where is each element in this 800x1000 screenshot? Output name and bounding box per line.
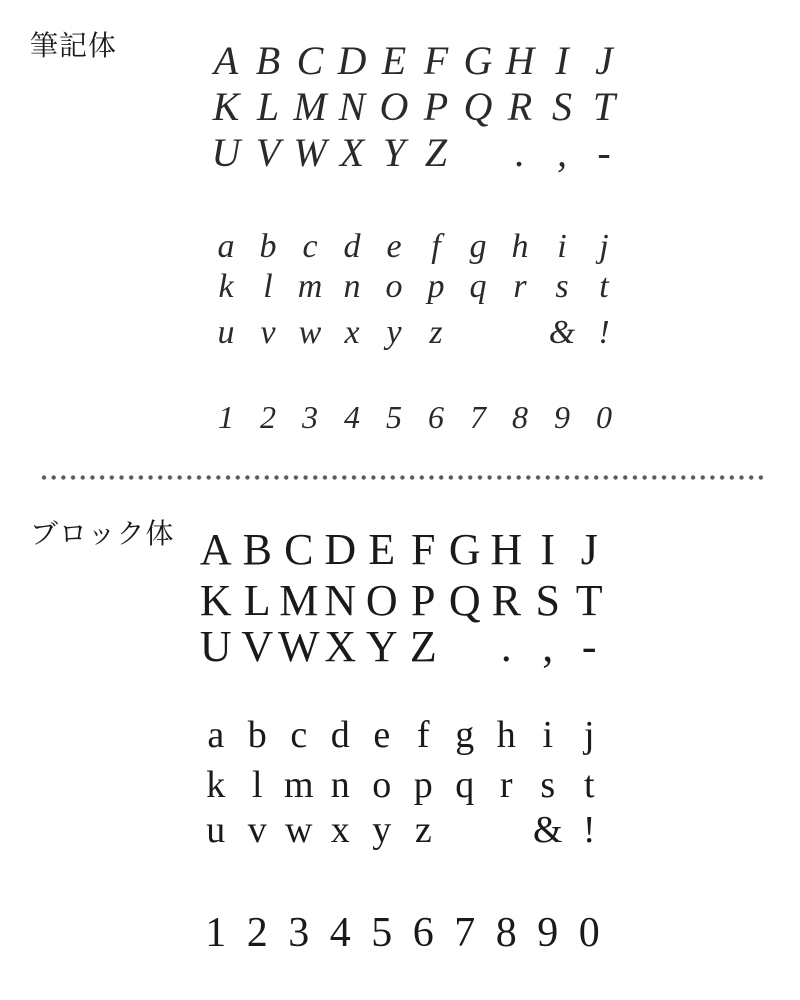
glyph: E <box>381 38 407 83</box>
glyph: M <box>293 84 327 129</box>
glyph: l <box>251 764 263 806</box>
block-lowercase-row-2 <box>195 762 610 808</box>
glyph: t <box>599 268 609 305</box>
glyph: i <box>557 228 567 265</box>
script-lowercase-row-3 <box>205 312 625 354</box>
glyph: v <box>247 809 267 851</box>
glyph: G <box>448 525 481 574</box>
glyph: & <box>532 809 563 851</box>
glyph: d <box>343 228 361 265</box>
glyph: C <box>284 525 314 574</box>
block-style-label: ブロック体 <box>30 518 175 549</box>
glyph <box>486 808 528 852</box>
glyph: 1 <box>205 910 227 956</box>
glyph: 6 <box>412 910 434 956</box>
glyph: Y <box>382 130 406 175</box>
glyph: 1 <box>218 398 234 435</box>
glyph: c <box>302 228 318 265</box>
script-lowercase-row-2 <box>205 266 625 308</box>
script-uppercase-row-3 <box>205 129 625 175</box>
glyph: s <box>540 764 556 806</box>
block-lowercase-row-3 <box>195 807 610 853</box>
glyph: Z <box>424 130 448 175</box>
glyph: k <box>206 764 226 806</box>
glyph: - <box>597 130 611 175</box>
glyph: j <box>599 228 609 265</box>
glyph: h <box>496 714 516 756</box>
glyph: c <box>290 714 308 756</box>
script-uppercase-row-1 <box>205 37 625 83</box>
glyph: D <box>324 525 357 574</box>
glyph: 3 <box>302 398 318 435</box>
glyph: v <box>260 314 276 351</box>
glyph: S <box>552 84 572 129</box>
glyph: h <box>511 228 529 265</box>
glyph: V <box>255 130 281 175</box>
glyph: r <box>499 764 513 806</box>
glyph: 8 <box>512 398 528 435</box>
glyph: U <box>211 130 241 175</box>
glyph: L <box>256 84 280 129</box>
glyph: o <box>385 268 403 305</box>
glyph: Q <box>448 576 481 625</box>
glyph: n <box>343 268 361 305</box>
glyph: O <box>365 576 398 625</box>
glyph: X <box>339 130 365 175</box>
glyph: T <box>575 576 603 625</box>
glyph: R <box>491 576 521 625</box>
glyph: . <box>515 130 525 175</box>
glyph: N <box>338 84 366 129</box>
glyph: Y <box>365 622 398 671</box>
glyph: m <box>297 268 323 305</box>
glyph: A <box>213 38 239 83</box>
glyph: u <box>217 314 235 351</box>
glyph: 5 <box>386 398 402 435</box>
glyph: 8 <box>495 910 517 956</box>
glyph: s <box>555 268 569 305</box>
glyph: G <box>463 38 493 83</box>
glyph <box>444 621 486 672</box>
glyph: 0 <box>578 910 600 956</box>
glyph: 5 <box>371 910 393 956</box>
glyph: 0 <box>596 398 612 435</box>
glyph: 4 <box>344 398 360 435</box>
glyph: K <box>199 576 232 625</box>
glyph: H <box>505 38 535 83</box>
glyph: X <box>324 622 357 671</box>
glyph <box>457 129 499 176</box>
glyph <box>457 314 499 352</box>
glyph: R <box>507 84 533 129</box>
glyph: a <box>207 714 225 756</box>
glyph <box>499 314 541 352</box>
glyph: 6 <box>428 398 444 435</box>
glyph: S <box>535 576 560 625</box>
glyph: u <box>206 809 226 851</box>
glyph: P <box>411 576 436 625</box>
glyph: O <box>379 84 409 129</box>
glyph: A <box>199 525 232 574</box>
glyph: , <box>542 622 554 671</box>
glyph: q <box>455 764 475 806</box>
glyph: 4 <box>329 910 351 956</box>
glyph <box>444 808 486 852</box>
block-uppercase-row-1 <box>195 524 610 574</box>
glyph: F <box>411 525 436 574</box>
glyph: z <box>429 314 443 351</box>
glyph: D <box>337 38 367 83</box>
glyph: ! <box>598 314 610 351</box>
glyph: p <box>413 764 433 806</box>
glyph: g <box>469 228 487 265</box>
glyph: 9 <box>537 910 559 956</box>
glyph: d <box>330 714 350 756</box>
glyph: B <box>255 38 281 83</box>
glyph: N <box>324 576 357 625</box>
glyph: ! <box>582 809 596 851</box>
glyph: z <box>414 809 432 851</box>
glyph: P <box>423 84 449 129</box>
glyph: f <box>416 714 430 756</box>
glyph: I <box>555 38 569 83</box>
glyph: r <box>513 268 527 305</box>
glyph: x <box>344 314 360 351</box>
glyph: y <box>386 314 402 351</box>
glyph: E <box>368 525 396 574</box>
block-uppercase-row-3 <box>195 621 610 671</box>
glyph: e <box>386 228 402 265</box>
glyph: 9 <box>554 398 570 435</box>
block-uppercase-row-2 <box>195 575 610 625</box>
dotted-divider <box>40 473 766 482</box>
script-lowercase-row-1 <box>205 226 625 268</box>
glyph: W <box>293 130 327 175</box>
glyph: x <box>330 809 350 851</box>
glyph: w <box>285 809 313 851</box>
glyph: . <box>500 622 512 671</box>
glyph: 7 <box>454 910 476 956</box>
glyph: n <box>330 764 350 806</box>
glyph: H <box>490 525 523 574</box>
glyph: Z <box>409 622 437 671</box>
glyph: w <box>298 314 322 351</box>
glyph: & <box>548 314 576 351</box>
glyph: 7 <box>470 398 486 435</box>
glyph: L <box>243 576 271 625</box>
glyph: a <box>217 228 235 265</box>
glyph: V <box>241 622 274 671</box>
glyph: i <box>542 714 554 756</box>
glyph: l <box>263 268 273 305</box>
glyph: I <box>540 525 556 574</box>
glyph: 2 <box>246 910 268 956</box>
glyph: f <box>431 228 441 265</box>
glyph: J <box>580 525 598 574</box>
glyph: - <box>581 622 597 671</box>
glyph: p <box>427 268 445 305</box>
glyph: U <box>199 622 232 671</box>
glyph: j <box>583 714 595 756</box>
glyph: M <box>279 576 319 625</box>
glyph: 3 <box>288 910 310 956</box>
glyph: Q <box>463 84 493 129</box>
block-numbers-row <box>195 908 610 958</box>
glyph: y <box>372 809 392 851</box>
glyph: W <box>277 622 320 671</box>
glyph: q <box>469 268 487 305</box>
glyph: o <box>372 764 392 806</box>
glyph: J <box>595 38 613 83</box>
glyph: b <box>259 228 277 265</box>
glyph: g <box>455 714 475 756</box>
glyph: T <box>592 84 616 129</box>
glyph: 2 <box>260 398 276 435</box>
glyph: e <box>373 714 391 756</box>
glyph: , <box>557 130 567 175</box>
glyph: C <box>296 38 324 83</box>
block-lowercase-row-1 <box>195 712 610 758</box>
script-uppercase-row-2 <box>205 83 625 129</box>
script-numbers-row <box>205 396 625 438</box>
glyph: t <box>583 764 595 806</box>
glyph: m <box>283 764 314 806</box>
glyph: F <box>423 38 449 83</box>
glyph: B <box>242 525 272 574</box>
glyph: k <box>218 268 234 305</box>
glyph: K <box>212 84 240 129</box>
script-style-label: 筆記体 <box>30 30 118 61</box>
glyph: b <box>247 714 267 756</box>
